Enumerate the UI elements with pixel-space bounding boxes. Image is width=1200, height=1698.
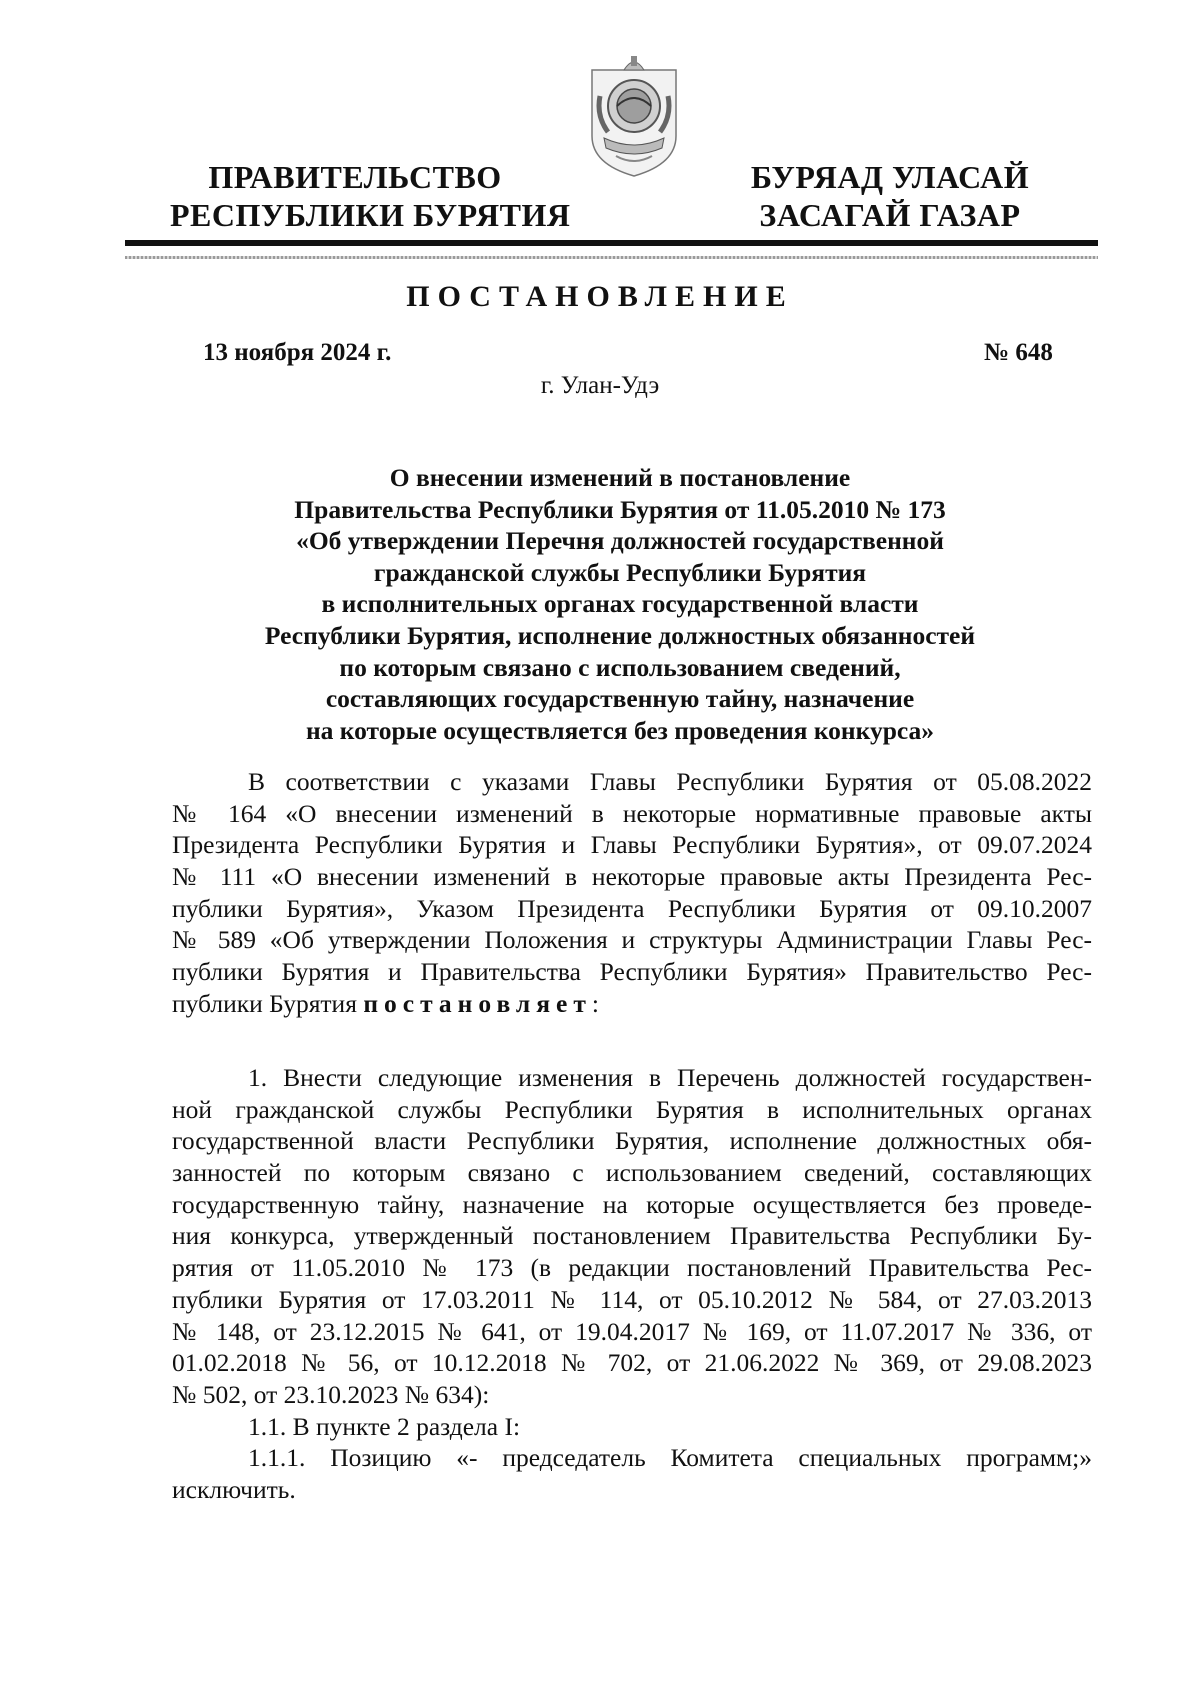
preamble-line: № 111 «О внесении изменений в некоторые правовые акты Президента Рес- [172, 862, 1092, 892]
gov-right-line-2: ЗАСАГАЙ ГАЗАР [759, 197, 1021, 233]
item-1-line: ния конкурса, утвержденный постановлением Правительства Республики Бу- [172, 1221, 1092, 1251]
title-line: «Об утверждении Перечня должностей государственной [296, 526, 944, 556]
title-line: гражданской службы Республики Бурятия [373, 557, 867, 587]
decree-word: постановляет [363, 988, 592, 1018]
government-title-buryat [740, 158, 1040, 234]
preamble-line: публики Бурятия», Указом Президента Республики Бурятия от 09.10.2007 [172, 893, 1092, 923]
header-divider-thick [125, 240, 1098, 246]
title-line: Республики Бурятия, исполнение должностных обязанностей [264, 620, 976, 650]
title-line: составляющих государственную тайну, назначение [325, 684, 915, 714]
document-number: № 648 [984, 339, 1053, 366]
item-1-1-1-line: исключить. [172, 1474, 296, 1504]
item-1-line: 1. Внести следующие изменения в Перечень должностей государствен- [248, 1063, 1092, 1092]
title-line: по которым связано с использованием сведений, [339, 652, 901, 682]
preamble-last-prefix: публики Бурятия [172, 988, 364, 1018]
item-1-line: государственную тайну, назначение на которые осуществляется без проведе- [172, 1189, 1092, 1219]
item-1-line: занностей по которым связано с использованием сведений, составляющих [172, 1158, 1092, 1188]
government-title-russian [170, 158, 571, 234]
item-1-line: публики Бурятия от 17.03.2011 № 114, от 05.10.2012 № 584, от 27.03.2013 [172, 1284, 1092, 1314]
preamble-line: № 164 «О внесении изменений в некоторые нормативные правовые акты [172, 798, 1092, 828]
item-1-paragraph [172, 1062, 1092, 1506]
gov-right-line-1: БУРЯАД УЛАСАЙ [750, 159, 1030, 195]
preamble-paragraph [172, 766, 1092, 1020]
item-1-line: № 148, от 23.12.2015 № 641, от 19.04.2017 № 169, от 11.07.2017 № 336, от [172, 1316, 1092, 1346]
preamble-line: № 589 «Об утверждении Положения и структуры Администрации Главы Рес- [172, 925, 1092, 955]
item-1-line: ной гражданской службы Республики Бурятия в исполнительных органах [172, 1094, 1092, 1124]
title-line: в исполнительных органах государственной власти [321, 589, 919, 619]
document-date: 13 ноября 2024 г. [203, 339, 392, 366]
title-line: О внесении изменений в постановление [389, 463, 851, 492]
preamble-line: Президента Республики Бурятия и Главы Республики Бурятия», от 09.07.2024 [172, 830, 1092, 860]
document-city: г. Улан-Удэ [540, 372, 660, 399]
title-line: Правительства Республики Бурятия от 11.05.2010 № 173 [294, 494, 946, 524]
document-title [150, 462, 1090, 746]
preamble-line: публики Бурятия и Правительства Республики Бурятия» Правительство Рес- [172, 957, 1092, 987]
item-1-line: рятия от 11.05.2010 № 173 (в редакции постановлений Правительства Рес- [172, 1253, 1092, 1283]
preamble-last-line [172, 988, 1092, 1020]
item-1-line: № 502, от 23.10.2023 № 634): [172, 1379, 490, 1409]
preamble-last-suffix: : [591, 988, 599, 1018]
title-line: на которые осуществляется без проведения конкурса» [305, 715, 935, 745]
gov-left-line-1: ПРАВИТЕЛЬСТВО [208, 159, 502, 195]
item-1-1-line: 1.1. В пункте 2 раздела I: [248, 1411, 521, 1441]
item-1-line: 01.02.2018 № 56, от 10.12.2018 № 702, от 21.06.2022 № 369, от 29.08.2023 [172, 1348, 1092, 1378]
coat-of-arms-icon [586, 52, 682, 178]
header-divider-thin [125, 256, 1098, 259]
item-1-line: государственной власти Республики Бурятия, исполнение должностных обя- [172, 1126, 1092, 1156]
preamble-line: В соответствии с указами Главы Республики Бурятия от 05.08.2022 [248, 767, 1092, 796]
item-1-1-1-line: 1.1.1. Позицию «- председатель Комитета специальных программ;» [248, 1443, 1092, 1473]
gov-left-line-2: РЕСПУБЛИКИ БУРЯТИЯ [170, 197, 571, 233]
document-type: ПОСТАНОВЛЕНИЕ [406, 280, 794, 313]
